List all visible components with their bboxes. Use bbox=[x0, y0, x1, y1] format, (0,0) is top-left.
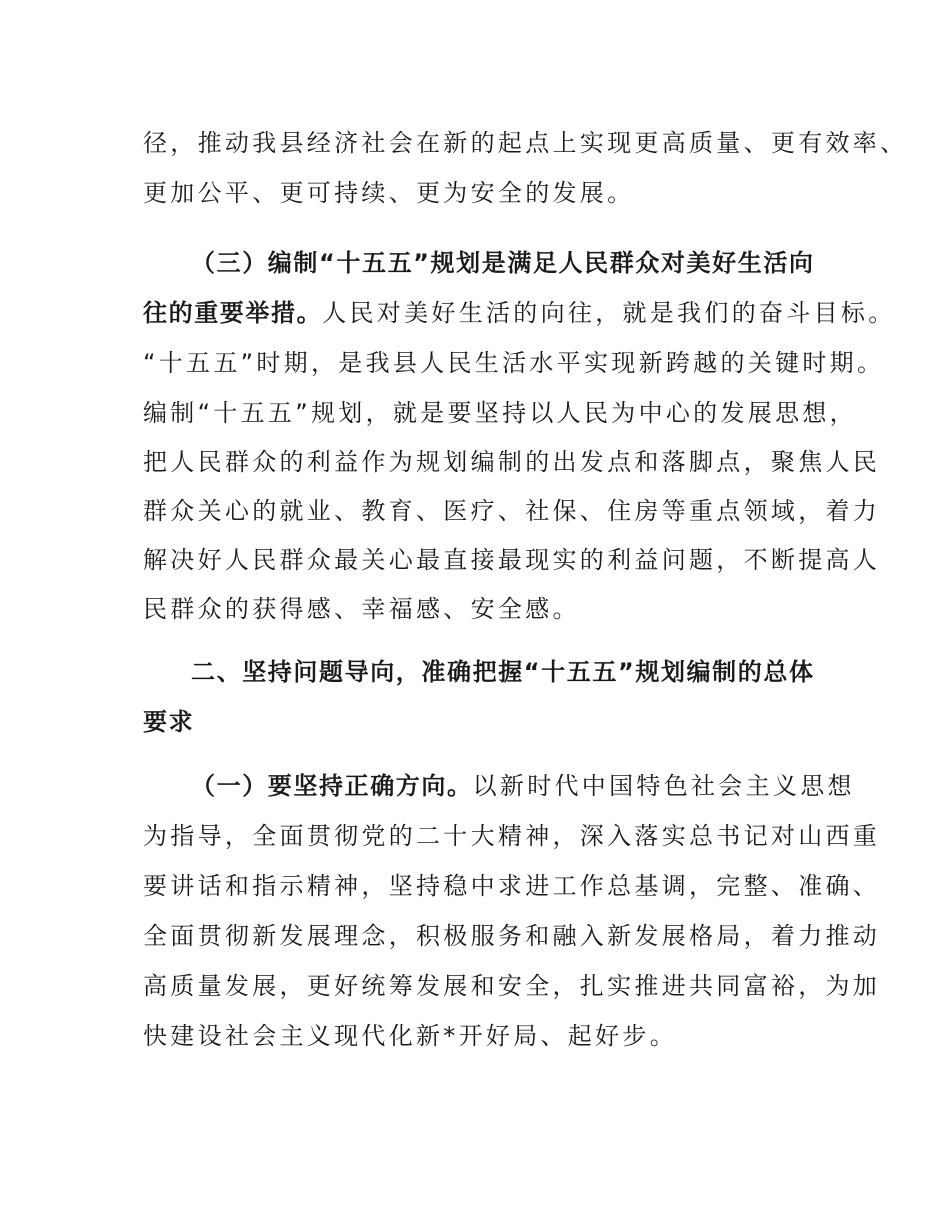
body-line: 为指导，全面贯彻党的二十大精神，深入落实总书记对山西重 bbox=[143, 822, 881, 850]
body-line: 更加公平、更可持续、更为安全的发展。 bbox=[143, 179, 635, 207]
section-heading-continued: 要求 bbox=[143, 708, 195, 736]
body-line: 高质量发展，更好统筹发展和安全，扎实推进共同富裕，为加 bbox=[143, 972, 881, 1000]
body-line bbox=[191, 766, 855, 806]
subsection-heading-end: 往的重要举措。 bbox=[143, 299, 323, 327]
body-line: 编制“十五五”规划，就是要坚持以人民为中心的发展思想， bbox=[143, 399, 857, 427]
body-line: 群众关心的就业、教育、医疗、社保、住房等重点领域，着力 bbox=[143, 497, 881, 525]
body-line: 解决好人民群众最关心最直接最现实的利益问题，不断提高人 bbox=[143, 546, 881, 574]
subsection-heading: （一）要坚持正确方向。 bbox=[191, 772, 473, 800]
section-heading: 二、坚持问题导向，准确把握“十五五”规划编制的总体 bbox=[191, 658, 815, 686]
body-line bbox=[143, 293, 896, 333]
body-line: 全面贯彻新发展理念，积极服务和融入新发展格局，着力推动 bbox=[143, 922, 881, 950]
body-text: 人民对美好生活的向往，就是我们的奋斗目标。 bbox=[322, 299, 896, 327]
body-line: 快建设社会主义现代化新*开好局、起好步。 bbox=[143, 1022, 677, 1050]
subsection-heading: （三）编制“十五五”规划是满足人民群众对美好生活向 bbox=[191, 249, 815, 277]
body-line: 民群众的获得感、幸福感、安全感。 bbox=[143, 595, 580, 623]
body-line: “十五五”时期，是我县人民生活水平实现新跨越的关键时期。 bbox=[143, 349, 885, 377]
body-line: 要讲话和指示精神，坚持稳中求进工作总基调，完整、准确、 bbox=[143, 872, 881, 900]
body-text: 以新时代中国特色社会主义思想 bbox=[472, 772, 855, 800]
body-line: 径，推动我县经济社会在新的起点上实现更高质量、更有效率、 bbox=[143, 129, 908, 157]
body-line: 把人民群众的利益作为规划编制的出发点和落脚点，聚焦人民 bbox=[143, 448, 881, 476]
